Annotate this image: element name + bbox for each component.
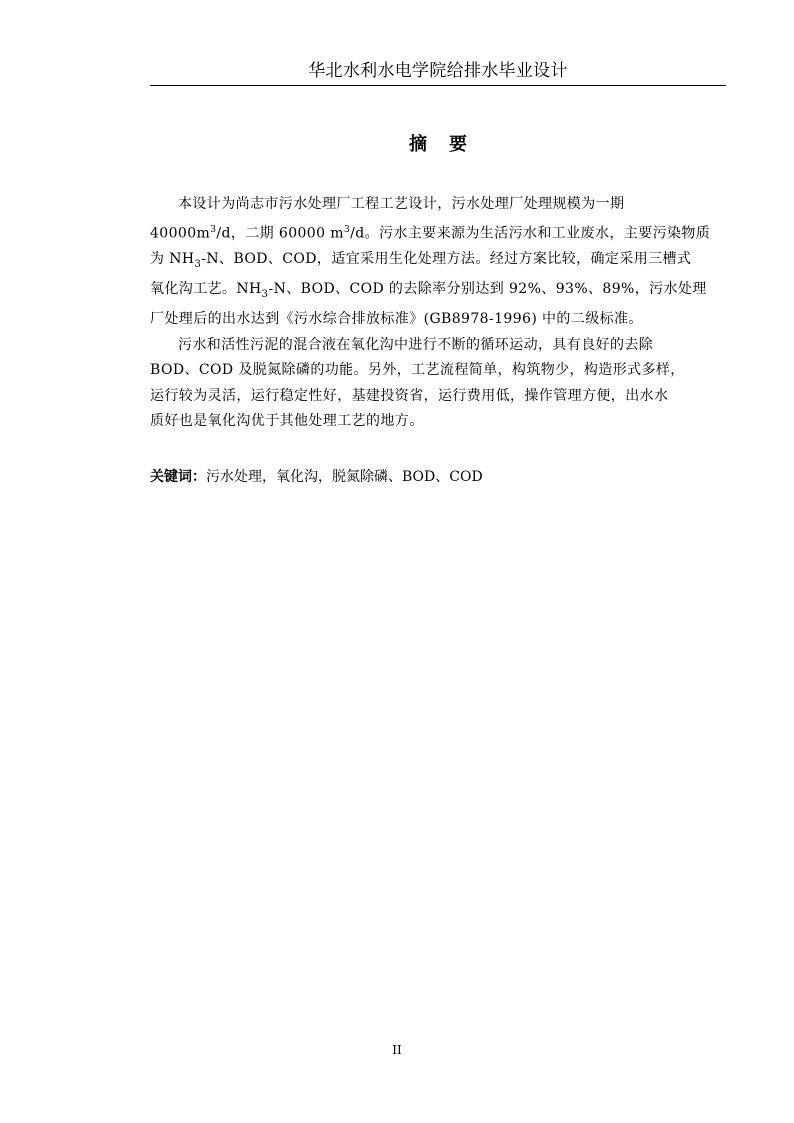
p1-l2-part-c: /d。污水主要来源为生活污水和工业废水，主要污染物质 bbox=[350, 225, 711, 242]
p1-l4-part-b: -N、BOD、COD 的去除率分别达到 92%、93%、89%，污水处理 bbox=[268, 280, 707, 297]
header-text: 华北水利水电学院给排水毕业设计 bbox=[308, 61, 568, 81]
page-header bbox=[150, 59, 726, 86]
abstract-paragraph-2 bbox=[150, 333, 726, 435]
p2-line-3: 运行较为灵活，运行稳定性好，基建投资省，运行费用低，操作管理方便，出水水 bbox=[150, 387, 669, 404]
p2-line-4: 质好也是氧化沟优于其他处理工艺的地方。 bbox=[150, 413, 424, 430]
title-char-2: 要 bbox=[449, 134, 467, 155]
keywords-label: 关键词： bbox=[150, 469, 206, 485]
p1-line-5: 厂处理后的出水达到《污水综合排放标准》(GB8978-1996) 中的二级标准。 bbox=[150, 311, 643, 328]
p1-line-4 bbox=[150, 277, 726, 307]
p1-l2-sup-2: 3 bbox=[343, 224, 351, 235]
p1-l2-part-a: 40000m bbox=[150, 225, 211, 242]
p1-l3-part-b: -N、BOD、COD，适宜采用生化处理方法。经过方案比较，确定采用三槽式 bbox=[201, 250, 692, 267]
p1-l4-sub: 3 bbox=[261, 288, 269, 300]
keywords bbox=[150, 465, 726, 490]
p1-l2-sup-1: 3 bbox=[210, 224, 217, 235]
page-number: II bbox=[392, 1043, 402, 1057]
p1-l2-part-b: /d，二期 60000 m bbox=[216, 225, 344, 242]
abstract-title bbox=[150, 132, 726, 158]
p2-line-1: 污水和活性污泥的混合液在氧化沟中进行不断的循环运动，具有良好的去除 bbox=[178, 336, 654, 353]
abstract-body bbox=[150, 192, 726, 435]
p1-line-3 bbox=[150, 247, 726, 277]
keywords-text: 污水处理，氧化沟，脱氮除磷、BOD、COD bbox=[206, 469, 483, 485]
p1-line-2 bbox=[150, 218, 726, 247]
p1-l3-sub: 3 bbox=[194, 258, 202, 270]
title-char-1: 摘 bbox=[409, 134, 427, 155]
p1-l3-part-a: 为 NH bbox=[150, 250, 195, 267]
p1-l4-part-a: 氧化沟工艺。NH bbox=[150, 280, 262, 297]
p1-line-1: 本设计为尚志市污水处理厂工程工艺设计，污水处理厂处理规模为一期 bbox=[178, 196, 625, 212]
p2-line-2: BOD、COD 及脱氮除磷的功能。另外，工艺流程简单，构筑物少，构造形式多样， bbox=[150, 362, 685, 379]
abstract-paragraph-1 bbox=[150, 192, 726, 333]
